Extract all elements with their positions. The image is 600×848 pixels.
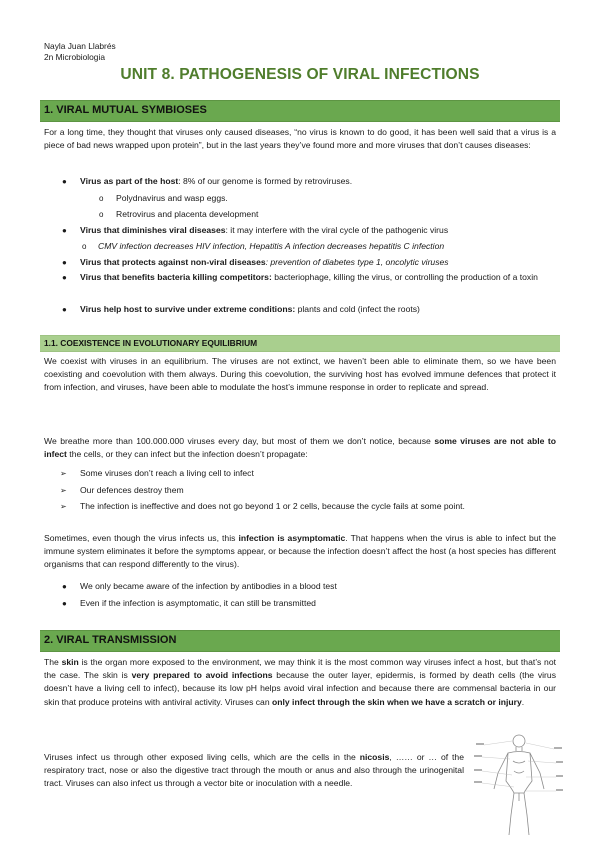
list-item-text: : it may interfere with the viral cycle of the pathogenic virus bbox=[225, 225, 449, 235]
transmission-paragraph bbox=[44, 751, 464, 791]
subsection-heading-text: 1.1. COEXISTENCE IN EVOLUTIONARY EQUILIBRIUM bbox=[44, 338, 258, 348]
coexistence-paragraph: We coexist with viruses in an equilibrium. The viruses are not extinct, we haven’t been able to eliminate them, so we have been coexisting and coevolution with them always. During this coevolution, the surviving host has evolved immune defences that protect it from infection, and viruses, have been able to modulate the host’s immune response in order to replicate and spread. bbox=[44, 356, 556, 393]
list-item-italic: : prevention of diabetes type 1, oncolytic viruses bbox=[265, 257, 449, 267]
disc-bullet-icon: ● bbox=[62, 599, 67, 608]
paragraph-text: , …… or … of the respiratory tract, nose or also the digestive tract through the mouth or anus and also through the urinogenital tract. Viruses can also infect us through a vector bite or inoculation with a needle. bbox=[44, 752, 464, 789]
page-title: UNIT 8. PATHOGENESIS OF VIRAL INFECTIONS bbox=[120, 66, 480, 83]
sub-list-item: Retrovirus and placenta development bbox=[116, 209, 259, 219]
paragraph-text: because the outer layer, epidermis, is formed by death cells (the virus doesn’t have a living cell to infect), because its low pH helps avoid viral infection and because there are commensal bacteria in our skin that produce proteins with antiviral activity. Viruses can bbox=[44, 670, 556, 707]
sub-list-item bbox=[98, 240, 556, 253]
section-heading-viral-mutual-symbioses bbox=[40, 100, 560, 122]
list-item-bold: Virus that diminishes viral diseases bbox=[80, 225, 226, 235]
arrow-list-item: Some viruses don’t reach a living cell to infect bbox=[80, 468, 254, 478]
list-item bbox=[80, 175, 556, 188]
intro-paragraph: For a long time, they thought that viruses only caused diseases, “no virus is known to do good, it has been well said that a virus is a piece of bad news wrapped upon protein”, but in the last years they’ve found more and more viruses that don’t causes diseases: bbox=[44, 127, 556, 151]
skin-paragraph bbox=[44, 656, 556, 709]
paragraph-bold: very prepared to avoid infections bbox=[131, 670, 273, 681]
list-item-bold: Virus that protects against non-viral diseases bbox=[80, 257, 266, 267]
arrow-list-item: Our defences destroy them bbox=[80, 485, 184, 495]
paragraph-bold: only infect through the skin when we have a scratch or injury bbox=[272, 696, 522, 707]
course-name: 2n Microbiologia bbox=[44, 52, 105, 62]
arrow-list-item: The infection is ineffective and does not go beyond 1 or 2 cells, because the cycle fails at some point. bbox=[80, 501, 465, 511]
arrowhead-bullet-icon: ➢ bbox=[60, 469, 67, 478]
section-heading-viral-transmission bbox=[40, 630, 560, 652]
paragraph-text: . That happens when the virus is able to infect but the immune system eliminates it before the symptoms appear, or because the infection doesn’t affect the host (a host species has different organisms that can respond differently to the virus). bbox=[44, 533, 556, 570]
list-item: Even if the infection is asymptomatic, it can still be transmitted bbox=[80, 598, 316, 608]
paragraph-text: Sometimes, even though the virus infects us, this bbox=[44, 533, 239, 543]
human-body-diagram-icon bbox=[474, 731, 564, 839]
paragraph-text: is the organ more exposed to the environment, we may think it is the most common way viruses infect a host, but that’s not the case. The skin is bbox=[44, 657, 556, 681]
disc-bullet-icon: ● bbox=[62, 582, 67, 591]
circle-bullet-icon: o bbox=[99, 194, 104, 203]
author-name: Nayla Juan Llabrés bbox=[44, 41, 116, 51]
paragraph-text: the cells, or they can infect but the infection doesn’t propagate: bbox=[66, 449, 308, 460]
section-heading-text: 1. VIRAL MUTUAL SYMBIOSES bbox=[44, 104, 207, 116]
list-item-bold: Virus as part of the host bbox=[80, 176, 179, 186]
disc-bullet-icon: ● bbox=[62, 305, 67, 314]
arrowhead-bullet-icon: ➢ bbox=[60, 486, 67, 495]
arrowhead-bullet-icon: ➢ bbox=[60, 502, 67, 511]
breathing-paragraph bbox=[44, 435, 556, 461]
list-item bbox=[80, 224, 556, 237]
paragraph-text: The bbox=[44, 657, 62, 667]
list-item-text: plants and cold (infect the roots) bbox=[295, 304, 420, 314]
list-item-bold: Virus help host to survive under extreme conditions: bbox=[80, 304, 296, 314]
list-item: We only became aware of the infection by antibodies in a blood test bbox=[80, 581, 337, 591]
list-item bbox=[80, 256, 556, 269]
list-item bbox=[80, 303, 556, 316]
paragraph-text: . bbox=[521, 696, 525, 707]
list-item-text: bacteriophage, killing the virus, or controlling the production of a toxin bbox=[271, 272, 538, 282]
subsection-heading-coexistence bbox=[40, 335, 560, 352]
list-item-bold: Virus that benefits bacteria killing competitors: bbox=[80, 272, 272, 282]
disc-bullet-icon: ● bbox=[62, 273, 67, 282]
asymptomatic-paragraph bbox=[44, 532, 556, 572]
paragraph-text: Viruses infect us through other exposed living cells, which are the cells in the bbox=[44, 752, 360, 762]
disc-bullet-icon: ● bbox=[62, 226, 67, 235]
section-heading-text: 2. VIRAL TRANSMISSION bbox=[44, 634, 177, 646]
paragraph-bold: infection is asymptomatic bbox=[238, 533, 346, 543]
list-item bbox=[80, 271, 556, 284]
paragraph-bold: some viruses are not able to infect bbox=[44, 436, 556, 460]
paragraph-bold: nicosis bbox=[359, 752, 390, 762]
disc-bullet-icon: ● bbox=[62, 258, 67, 267]
sub-list-item: Polydnavirus and wasp eggs. bbox=[116, 193, 228, 203]
sub-list-item-italic: CMV infection decreases HIV infection, Hepatitis A infection decreases hepatitis C infection bbox=[98, 241, 445, 251]
list-item-text: : 8% of our genome is formed by retroviruses. bbox=[178, 176, 353, 186]
disc-bullet-icon: ● bbox=[62, 177, 67, 186]
paragraph-bold: skin bbox=[61, 657, 79, 667]
circle-bullet-icon: o bbox=[82, 242, 87, 251]
paragraph-text: We breathe more than 100.000.000 viruses every day, but most of them we don’t notice, because bbox=[44, 436, 435, 446]
circle-bullet-icon: o bbox=[99, 210, 104, 219]
